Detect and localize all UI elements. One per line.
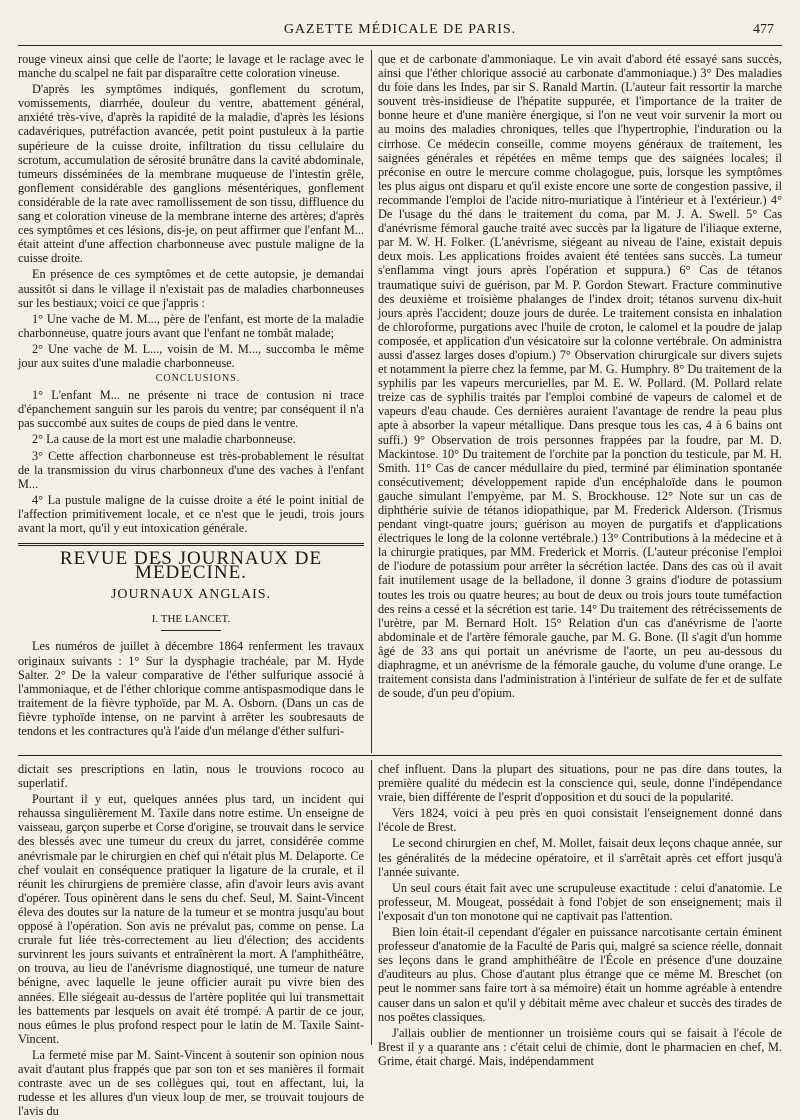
running-title: GAZETTE MÉDICALE DE PARIS. (283, 22, 517, 37)
column-divider (371, 50, 372, 753)
column-1 (18, 52, 364, 740)
paragraph: que et de carbonate d'ammoniaque. Le vin avait d'abord été essayé sans succès, ainsi que l'éther chlorique associé au carbonate d'ammoniaque.) 3° Des maladies du foie dans les Indes, par sir S. Ranald Martin. (L'auteur fait ressortir la marche souvent très-insidieuse de l'hépatite suppurée, et l'importance de la traiter de bonne heure et d'une manière énergique, si l'on ne veut voir survenir la mort ou au moins des maladies chroniques, telles que l'hypertrophie, l'induration ou la cirrhose. Ce médecin conseille, comme moyens généraux de traitement, les saignées générales et répétées en même temps que des saignées locales; il préconise en outre le mercure comme cholagogue, puis, lorsque les symptômes les plus aigus ont disparu et qu'il existe encore une sorte de congestion passive, il recommande l'emploi de l'acide nitro-muriatique à l'intérieur et à l'extérieur.) 4° De l'usage du thé dans le traitement du coma, par M. J. A. Swell. 5° Cas d'anévrisme fémoral gauche traité avec succès par la ligature de l'iliaque externe, par M. W. H. Folker. (L'anévrisme, siégeant au niveau de l'aine, existait depuis deux mois. Les applications froides avaient été tentées sans succès. La tumeur s'enflamma vingt jours après l'opération et suppura.) 6° Cas de tétanos traumatique suivi de guérison, par M. P. Gordon Stewart. Fracture comminutive des deuxième et troisième phalanges de l'index droit; tétanos survenu dix-huit jours après l'accident; douze jours de durée. Le traitement consista en inhalation de chloroforme, purgations avec l'huile de croton, le calomel et la poudre de jalap composée, et application d'un vésicatoire sur la colonne vertébrale. On administra aussi d'assez larges doses d'opium.) 7° Observation chirurgicale sur divers sujets et notamment la pierre chez la femme, par M. G. Humphry. 8° Du traitement de la syphilis par les vapeurs mercurielles, par M. E. W. Pollard. (M. Pollard relate treize cas de syphilis traités par l'emploi combiné de vapeurs de calomel et de vapeurs d'eau chaude. Ces dernières auraient l'avantage de rendre la peau plus apte à absorber la vapeur métallique. Dans presque tous les cas, 4 à 6 bains ont suffi.) 9° Observation de trois personnes frappées par la foudre, par M. D. Mackintose. 10° Du traitement de l'orchite par la ponction du testicule, par M. H. Smith. 11° Cas de cancer médullaire du pied, terminé par élimination spontanée consécutivement; développement rapide d'un encéphaloïde dans le poumon gauche simulant l'empyème, par M. S. Brockhouse. 12° Note sur un cas de diphthérie suivie de tétanos idiopathique, par M. Frederick Alderson. (Trismus pendant vingt-quatre jours; guérison au moyen de purgatifs et d'applications électriques le long de la colonne vertébrale.) 13° Contributions à la médecine et à la chirurgie pratiques, par MM. Frederick et Morris. (L'auteur préconise l'emploi de l'iodure de potassium pour arrêter la sécrétion lactée. Dans des cas où il avait fait inutilement usage de la belladone, il donne 3 grains d'iodure de potassium toutes les trois ou quatre heures; au bout de deux ou trois jours toute tuméfaction des reins a cessé et la sécrétion est tarie. 14° Du traitement des rétrécissements de l'urètre, par M. Bernard Holt. 15° Relation d'un cas d'anévrisme de l'aorte abdominale et de l'artère fémorale gauche, par M. G. Bone. (Il s'agit d'un homme âgé de 33 ans qui portait un anévrisme de l'aorte, un peu au-dessous du diaphragme, et un anévrisme de la fémorale gauche, du volume d'une orange. Le traitement consista dans l'administration à l'intérieur de sulfate de fer et de sulfate de soude, d'un peu d'opium. (378, 52, 782, 701)
section-heading-conclusions: CONCLUSIONS. (155, 373, 241, 385)
journal-heading: I. THE LANCET. (151, 613, 231, 626)
paragraph: dictait ses prescriptions en latin, nous le trouvions rococo au superlatif. (18, 762, 364, 791)
paragraph: 4° La pustule maligne de la cuisse droite a été le point initial de l'affection primitivement locale, et ce n'est que le jeudi, trois jours avant la mort, qu'il y eut intoxication générale. (18, 492, 364, 535)
paragraph: Vers 1824, voici à peu près en quoi consistait l'enseignement donné dans l'école de Brest. (378, 806, 782, 835)
column-4 (378, 762, 782, 1070)
subsection-title: JOURNAUX ANGLAIS. (110, 587, 272, 603)
paragraph: Un seul cours était fait avec une scrupuleuse exactitude : celui d'anatomie. Le professeur, M. Mougeat, possédait à fond l'objet de son enseignement; mais il l'exposait d'un ton monotone qui ne captivait pas l'attention. (378, 880, 782, 923)
section-title-revue: REVUE DES JOURNAUX DE MÉDECINE. (59, 548, 323, 584)
paragraph: 3° Cette affection charbonneuse est très-probablement le résultat de la transmission du virus charbonneux d'une des vaches à l'enfant M... (18, 448, 364, 491)
paragraph: La fermeté mise par M. Saint-Vincent à soutenir son opinion nous avait d'autant plus frappés que par son ton et ses manières il formait contraste avec un de ses collègues qui, tout en affectant, lui, la rudesse et les allures d'un vieux loup de mer, se trouvait toujours de l'avis du (18, 1047, 364, 1119)
section-divider (18, 543, 364, 546)
paragraph: 1° Une vache de M. M..., père de l'enfant, est morte de la maladie charbonneuse, quatre jours avant que l'enfant ne tombât malade; (18, 311, 364, 340)
paragraph: J'allais oublier de mentionner un troisième cours qui se faisait à l'école de Brest il y a quarante ans : c'était celui de chimie, dont le pharmacien en chef, M. Grime, était chargé. Mais, indépendamment (378, 1025, 782, 1068)
column-divider (371, 760, 372, 1045)
heading-rule (161, 630, 221, 631)
column-2 (378, 52, 782, 702)
paragraph: 1° L'enfant M... ne présente ni trace de contusion ni trace d'épanchement sanguin sur les parois du ventre; par conséquent il n'a pas succombé aux suites de coups de pied dans le ventre. (18, 388, 364, 431)
paragraph: En présence de ces symptômes et de cette autopsie, je demandai aussitôt si dans le village il n'existait pas de maladies charbonneuses sur les bestiaux; voici ce que j'appris : (18, 267, 364, 310)
paragraph: D'après les symptômes indiqués, gonflement du scrotum, vomissements, diarrhée, douleur du ventre, abattement général, anxiété très-vive, d'après la rapidité de la maladie, d'après les lésions cadavériques, putréfaction avancée, petit point pustuleux à la partie supérieure de la cuisse droite, infiltration du tissu cellulaire du scrotum, accumulation de sérosité brunâtre dans la cavité abdominale, tumeurs disséminées de la membrane muqueuse de l'intestin grêle, gonflement considérable des ganglions mésentériques, gonflement considérable de la rate avec ramollissement de son tissu, diffluence du sang et coloration vineuse de la membrane interne des artères; d'après ces symptômes et ces lésions, dis-je, on peut affirmer que l'enfant M... était atteint d'une affection charbonneuse avec pustule maligne de la cuisse droite. (18, 82, 364, 266)
paragraph: Pourtant il y eut, quelques années plus tard, un incident qui rehaussa singulièrement M. Taxile dans notre estime. Un enseigne de vaisseau, garçon superbe et Corse d'origine, se trouvait dans le service des blessés avec une tumeur du creux du jarret, considérée comme anévrismale par le chirurgien en chef qui n'était plus M. Delaporte. Ce chef voulait en conséquence pratiquer la ligature de la crurale, et il réunit les chirurgiens de première classe, afin d'avoir leurs avis avant d'opérer. Tous opinèrent dans le sens du chef. Seul, M. Saint-Vincent éleva des doutes sur la nature de la tumeur et se montra jusqu'au bout opposé à l'opération. Son avis ne prévalut pas, comme on pense. La crurale fut liée très-correctement au lieu d'élection; des accidents survinrent les jours suivants et entraînèrent la mort. A l'amphithéâtre, on trouva, au lieu de l'anévrisme diagnostiqué, une tumeur de nature bénigne, avec laquelle le jeune officier aurait pu vivre bien des années. Elle siégeait au-dessus de l'artère poplitée qui lui transmettait les battements par lesquels on avait été trompé. A partir de ce jour, nous eûmes le plus profond respect pour le latin de M. Taxile Saint-Vincent. (18, 792, 364, 1046)
feuilleton-rule (18, 755, 782, 756)
paragraph: Bien loin était-il cependant d'égaler en puissance narcotisante certain éminent professeur d'anatomie de la Faculté de Paris qui, malgré sa science réelle, donnait ses leçons dans le grand amphithéâtre de l'École en présence d'une douzaine d'auditeurs au plus. Chose d'autant plus étrange que ce même M. Breschet (on peut le nommer sans faire tort à sa mémoire) était un homme agréable à entendre causer dans un salon et qu'il y débitait même avec chaleur et succès des tirades de nos poëtes classiques. (378, 925, 782, 1024)
header-rule (18, 45, 782, 46)
page-number: 477 (753, 22, 774, 37)
paragraph: rouge vineux ainsi que celle de l'aorte; le lavage et le raclage avec le manche du scalpel ne fait par disparaître cette coloration vineuse. (18, 52, 364, 81)
paragraph: Les numéros de juillet à décembre 1864 renferment les travaux originaux suivants : 1° Sur la dysphagie trachéale, par M. Hyde Salter. 2° De la valeur comparative de l'éther sulfurique associé à l'ammoniaque, et de l'éther chlorique comme antispasmodique dans le traitement de la fièvre typhoïde, par M. A. Osborn. (Dans un cas de fièvre typhoïde intense, on ne parvint à arrêter les soubresauts de tendons et les contractures qu'à l'aide d'un mélange d'éther sulfuri- (18, 639, 364, 739)
paragraph: 2° La cause de la mort est une maladie charbonneuse. (32, 432, 296, 447)
paragraph: 2° Une vache de M. L..., voisin de M. M..., succomba le même jour aux suites d'une maladie charbonneuse. (18, 341, 364, 370)
paragraph: chef influent. Dans la plupart des situations, pour ne pas dire dans toutes, la première qualité du médecin est la conscience qui, seule, donne l'indépendance vraie, bien différente de l'esprit d'opposition et du souci de la popularité. (378, 762, 782, 805)
column-3 (18, 762, 364, 1120)
paragraph: Le second chirurgien en chef, M. Mollet, faisait deux leçons chaque année, sur les généralités de la médecine opératoire, et il s'arrêtait après cet effort jusqu'à l'année suivante. (378, 836, 782, 879)
page-header (18, 22, 782, 42)
